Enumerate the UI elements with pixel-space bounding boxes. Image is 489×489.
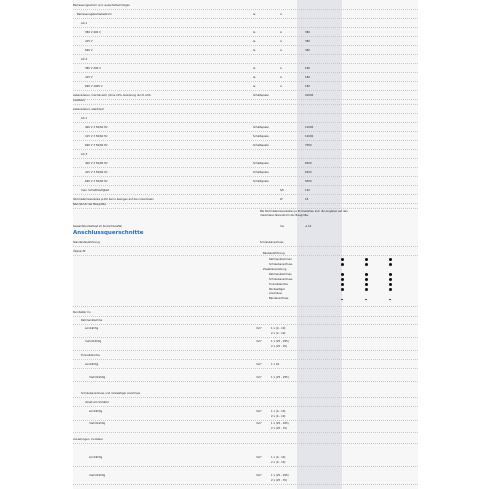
spec-unit: mm² [256, 327, 263, 330]
spec-unit: A [280, 40, 282, 43]
row-separator [73, 397, 418, 398]
row-separator [73, 359, 418, 360]
availability-dash [341, 299, 343, 300]
spec-symbol: Ie [253, 40, 256, 43]
availability-dot [389, 288, 392, 291]
spec-value: 380 [305, 49, 310, 52]
row-separator [73, 113, 418, 114]
spec-label: Bemessungsbetriebsstrom [77, 13, 112, 16]
availability-dot [341, 273, 344, 276]
spec-value: 10000 [305, 126, 314, 129]
spec-value: 380 [305, 31, 310, 34]
row-separator [73, 81, 418, 82]
row-separator [73, 381, 418, 382]
spec-label: Nennstrom der Baugröße [73, 203, 106, 206]
spec-symbol: Schaltspiele [253, 94, 269, 97]
spec-value: 1 x (25 - 185) [271, 340, 289, 343]
spec-unit: mm² [256, 376, 263, 379]
row-separator [73, 255, 418, 256]
spec-symbol: Ie [253, 67, 256, 70]
spec-value: 7500 [305, 144, 312, 147]
row-separator [73, 9, 418, 10]
spec-unit: mm² [256, 422, 263, 425]
row-separator [73, 306, 418, 307]
matrix-label: Schraubanschluss [269, 263, 293, 266]
spec-label: eindrähtig [89, 410, 103, 413]
row-separator [73, 99, 418, 100]
spec-symbol: Ie [253, 31, 256, 34]
datasheet-page [73, 0, 418, 489]
availability-dot [389, 258, 392, 261]
availability-dot [341, 263, 344, 266]
spec-label: 415 V 3 50/60 Hz [85, 171, 108, 174]
spec-value: 2 x (25 - 70) [271, 479, 288, 482]
spec-symbol: Schaltspiele [253, 162, 269, 165]
row-separator [73, 54, 418, 55]
spec-label: mehrdrähtig [89, 422, 106, 425]
row-separator [73, 104, 418, 105]
spec-unit: mm² [256, 410, 263, 413]
spec-symbol: Schaltspiele [253, 171, 269, 174]
spec-label: AC-1 [81, 117, 88, 120]
spec-label: Lebensdauer, mechanisch (ohne 10% Auslösung durch AUX- [73, 94, 152, 97]
row-separator [73, 167, 418, 168]
row-separator [73, 72, 418, 73]
spec-unit: A [280, 49, 282, 52]
row-separator [73, 122, 418, 123]
spec-symbol: Ie [253, 76, 256, 79]
spec-label: 690 V 3 50/60 Hz [85, 180, 108, 183]
matrix-label: Zusatzausrüstung [263, 268, 287, 271]
spec-label: AC-3 [81, 58, 88, 61]
spec-symbol: Ie [253, 13, 256, 16]
row-separator [73, 27, 418, 28]
spec-unit: ms [280, 225, 284, 228]
availability-dash [389, 299, 391, 300]
spec-label: 690 V 1000 V [85, 85, 103, 88]
spec-value: 6500 [305, 171, 312, 174]
row-separator [73, 324, 418, 325]
matrix-header: Basisausführung [263, 252, 285, 255]
availability-dot [341, 283, 344, 286]
spec-value: 180 [305, 67, 310, 70]
spec-label: Al-Leitungen, Cu-Kabel [73, 438, 103, 441]
spec-unit: A [280, 13, 282, 16]
spec-unit: mm² [256, 456, 263, 459]
row-separator [73, 36, 418, 37]
row-separator [73, 176, 418, 177]
row-separator [73, 63, 418, 64]
spec-label: Tunnelklemme [81, 354, 100, 357]
availability-dot [365, 258, 368, 261]
symbol-column-shade [297, 0, 342, 489]
spec-value: ≤ 10 [305, 225, 312, 228]
spec-value: 2 x (25 - 70) [271, 427, 288, 430]
spec-value: 18 [305, 198, 309, 201]
spec-label: 415 V [85, 40, 93, 43]
availability-dot [341, 258, 344, 261]
spec-value: 1 x (4 - 10) [271, 327, 286, 330]
spec-label: Gesamtkurzzeitlast im Kurzschlussfall [73, 225, 122, 228]
matrix-label: Bandanschluss [269, 297, 289, 300]
spec-label: Schraubanschluss und rückseitiger Anschluss [81, 392, 141, 395]
spec-label: Standardausführung [73, 241, 100, 244]
spec-value: 380 [305, 40, 310, 43]
availability-dot [389, 273, 392, 276]
row-separator [73, 432, 418, 433]
row-separator [73, 45, 418, 46]
spec-label: Stromwärmeverluste je Pol bei Iu bezogen auf den maximalen [73, 198, 154, 201]
spec-label: Übersicht [73, 250, 86, 253]
spec-unit: A [280, 67, 282, 70]
row-separator [73, 406, 418, 407]
spec-symbol: Ie [253, 49, 256, 52]
row-separator [73, 420, 418, 421]
spec-label: 415 V 3 50/60 Hz [85, 135, 108, 138]
availability-dot [365, 283, 368, 286]
matrix-label: Tunnelklemme [269, 283, 288, 286]
spec-unit: S/h [280, 189, 285, 192]
spec-label: direkt am Schalter [85, 401, 109, 404]
availability-dot [389, 263, 392, 266]
matrix-label: Schraubanschluss [269, 278, 293, 281]
spec-label: Auslöser) [73, 99, 86, 102]
availability-dot [341, 288, 344, 291]
row-separator [73, 158, 418, 159]
spec-symbol: Schaltspiele [253, 126, 269, 129]
spec-label: 690 V [85, 49, 93, 52]
matrix-label: Rahmenklemmen [269, 273, 292, 276]
matrix-label: Anschluss [269, 292, 282, 295]
row-separator [73, 149, 418, 150]
spec-symbol: Schaltspiele [253, 180, 269, 183]
availability-dot [365, 273, 368, 276]
spec-unit: W [280, 198, 283, 201]
spec-unit: mm² [256, 363, 263, 366]
spec-value: 120 [305, 189, 310, 192]
spec-label: 690 V 3 50/60 Hz [85, 144, 108, 147]
availability-dot [365, 278, 368, 281]
spec-value: 1 x (4 - 10) [271, 456, 286, 459]
spec-unit: A [280, 31, 282, 34]
row-separator [73, 90, 418, 91]
spec-symbol: Ie [253, 85, 256, 88]
spec-label: mehrdrähtig [85, 340, 102, 343]
spec-value: 2 x (4 - 10) [271, 461, 286, 464]
spec-value: 180 [305, 85, 310, 88]
spec-label: 400 V 3 50/60 Hz [85, 126, 108, 129]
row-separator [73, 18, 418, 19]
spec-label: mehrdrähtig [89, 376, 106, 379]
spec-value: 1 x (4 - 10) [271, 410, 286, 413]
spec-note: Bei Stromwärmeverlusten je Pol beziehen sich die Angaben auf den [260, 210, 348, 213]
spec-symbol: Schaltspiele [253, 135, 269, 138]
spec-label: 380 V 400 V [85, 67, 101, 70]
spec-label: AC-1 [81, 22, 88, 25]
row-separator [73, 443, 418, 444]
spec-label: 415 V [85, 76, 93, 79]
spec-label: 400 V 3 50/60 Hz [85, 162, 108, 165]
spec-value: 10000 [305, 135, 314, 138]
spec-label: 380 V 400 V [85, 31, 101, 34]
row-separator [73, 316, 418, 317]
spec-value: 1 x (25 - 185) [271, 474, 289, 477]
availability-dot [341, 278, 344, 281]
matrix-label: Rückseitiger [269, 288, 285, 291]
spec-label: max. Schalthäufigkeit [81, 189, 110, 192]
spec-label: Bemessungsstrom und -ausschaltvermögen [73, 4, 130, 7]
spec-unit: A [280, 85, 282, 88]
availability-dot [365, 288, 368, 291]
row-separator [73, 208, 418, 209]
spec-value: 2 x (4 - 10) [271, 415, 286, 418]
row-separator [73, 484, 418, 485]
availability-dot [389, 278, 392, 281]
spec-value: Schraubanschluss [260, 241, 284, 244]
spec-value: 20000 [305, 94, 314, 97]
spec-value: 1 x (25 - 185) [271, 376, 289, 379]
availability-dash [365, 299, 367, 300]
availability-dot [389, 283, 392, 286]
row-separator [73, 203, 418, 204]
row-separator [73, 337, 418, 338]
spec-value: 1 x (25 - 185) [271, 422, 289, 425]
row-separator [73, 194, 418, 195]
row-separator [73, 368, 418, 369]
availability-dot [365, 263, 368, 266]
spec-note: maximalen Nennstrom der Baugröße. [260, 214, 309, 217]
spec-label: Rundleiter Cu [73, 311, 91, 314]
spec-label: AC-3 [81, 153, 88, 156]
spec-value: 180 [305, 76, 310, 79]
spec-label: Lebensdauer, elektrisch [73, 108, 105, 111]
row-separator [73, 466, 418, 467]
row-separator [73, 140, 418, 141]
spec-value: 5000 [305, 180, 312, 183]
spec-label: mehrdrähtig [89, 474, 106, 477]
spec-value: 1 x 16 [271, 363, 280, 366]
spec-unit: A [280, 76, 282, 79]
row-separator [73, 246, 418, 247]
spec-unit: mm² [256, 340, 263, 343]
row-separator [73, 350, 418, 351]
spec-unit: mm² [256, 474, 263, 477]
spec-symbol: Schaltspiele [253, 144, 269, 147]
row-separator [73, 185, 418, 186]
spec-label: eindrähtig [85, 327, 99, 330]
spec-label: eindrähtig [89, 456, 103, 459]
spec-label: eindrähtig [85, 363, 99, 366]
row-separator [73, 131, 418, 132]
spec-value: 2 x (4 - 10) [271, 332, 286, 335]
section-heading: Anschlussquerschnitte [73, 230, 144, 236]
spec-value: 2 x (25 - 35) [271, 345, 288, 348]
spec-value: 6500 [305, 162, 312, 165]
spec-label: Rahmenklemme [81, 319, 103, 322]
matrix-label: Rahmenklemmen [269, 258, 292, 261]
